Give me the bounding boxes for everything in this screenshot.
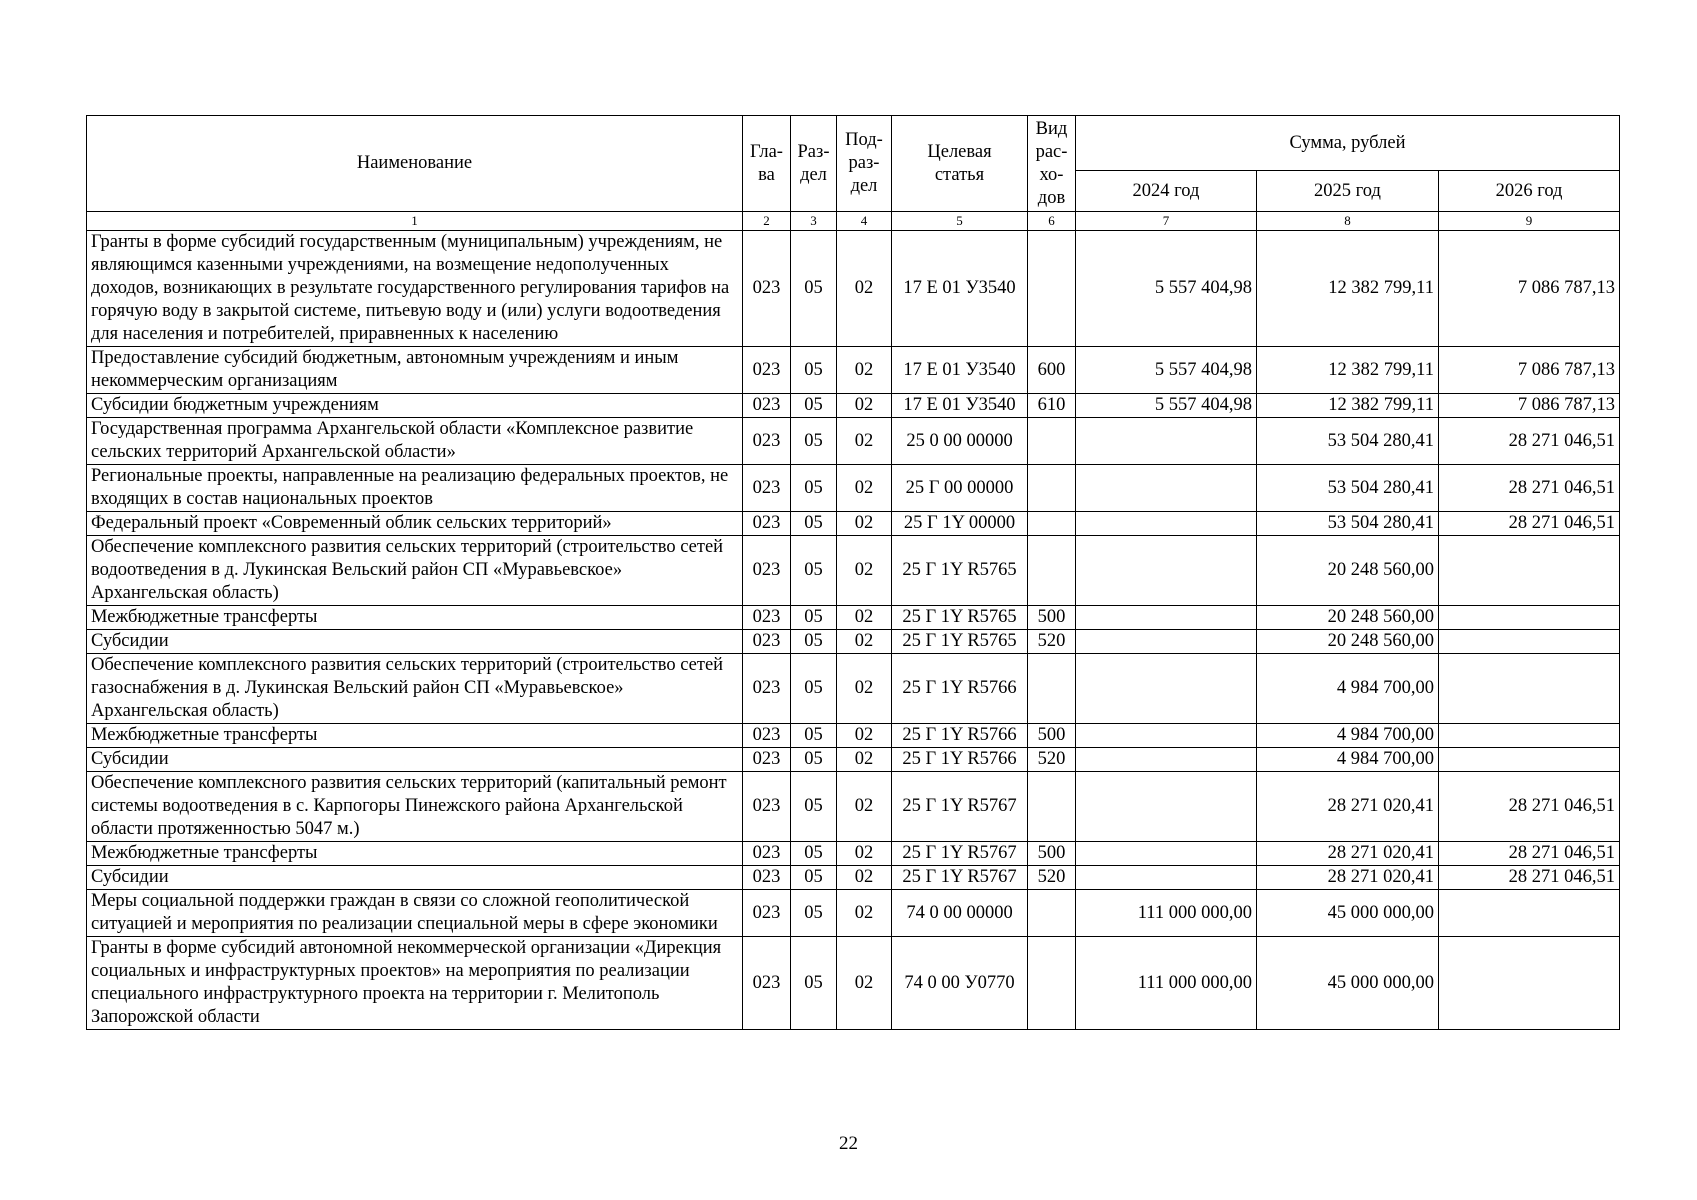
row-section: 05 bbox=[791, 606, 837, 630]
row-target: 25 0 00 00000 bbox=[892, 418, 1028, 465]
row-target: 25 Г 1Y R5765 bbox=[892, 536, 1028, 606]
row-expense-type: 610 bbox=[1028, 394, 1076, 418]
row-sum-2026: 28 271 046,51 bbox=[1439, 418, 1620, 465]
header-year-2024: 2024 год bbox=[1076, 171, 1257, 212]
row-name: Субсидии bbox=[87, 630, 743, 654]
row-subsection: 02 bbox=[837, 536, 892, 606]
row-name: Предоставление субсидий бюджетным, автономным учреждениям и иным некоммерческим организациям bbox=[87, 347, 743, 394]
table-row bbox=[87, 394, 1620, 418]
row-subsection: 02 bbox=[837, 418, 892, 465]
column-number: 7 bbox=[1076, 212, 1257, 231]
row-section: 05 bbox=[791, 512, 837, 536]
row-expense-type bbox=[1028, 231, 1076, 347]
row-sum-2024 bbox=[1076, 772, 1257, 842]
row-sum-2025: 4 984 700,00 bbox=[1257, 748, 1439, 772]
row-sum-2024: 5 557 404,98 bbox=[1076, 394, 1257, 418]
row-sum-2025: 20 248 560,00 bbox=[1257, 630, 1439, 654]
row-chapter: 023 bbox=[743, 866, 791, 890]
row-name: Меры социальной поддержки граждан в связи со сложной геополитической ситуацией и мероприятия по реализации специальной меры в сфере экономики bbox=[87, 890, 743, 937]
header-type: Вид рас- хо- дов bbox=[1028, 116, 1076, 212]
row-section: 05 bbox=[791, 347, 837, 394]
row-section: 05 bbox=[791, 465, 837, 512]
row-chapter: 023 bbox=[743, 536, 791, 606]
table-row bbox=[87, 512, 1620, 536]
row-name: Гранты в форме субсидий автономной некоммерческой организации «Дирекция социальных и инфраструктурных проектов» на мероприятия по реализации специального инфраструктурного проекта на территории г. Мелитополь Запорожской области bbox=[87, 937, 743, 1030]
row-name: Обеспечение комплексного развития сельских территорий (строительство сетей газоснабжения в д. Лукинская Вельский район СП «Муравьевское» Архангельская область) bbox=[87, 654, 743, 724]
row-sum-2024 bbox=[1076, 630, 1257, 654]
row-target: 17 Е 01 У3540 bbox=[892, 231, 1028, 347]
table-row bbox=[87, 890, 1620, 937]
table-row bbox=[87, 231, 1620, 347]
row-target: 74 0 00 00000 bbox=[892, 890, 1028, 937]
table-row bbox=[87, 606, 1620, 630]
row-chapter: 023 bbox=[743, 231, 791, 347]
row-section: 05 bbox=[791, 842, 837, 866]
row-sum-2025: 28 271 020,41 bbox=[1257, 842, 1439, 866]
row-target: 25 Г 1Y R5767 bbox=[892, 772, 1028, 842]
row-chapter: 023 bbox=[743, 394, 791, 418]
row-expense-type bbox=[1028, 465, 1076, 512]
row-target: 25 Г 00 00000 bbox=[892, 465, 1028, 512]
row-target: 25 Г 1Y R5765 bbox=[892, 606, 1028, 630]
row-name: Субсидии bbox=[87, 748, 743, 772]
row-subsection: 02 bbox=[837, 654, 892, 724]
row-section: 05 bbox=[791, 748, 837, 772]
row-chapter: 023 bbox=[743, 465, 791, 512]
row-sum-2025: 53 504 280,41 bbox=[1257, 418, 1439, 465]
row-name: Субсидии бюджетным учреждениям bbox=[87, 394, 743, 418]
row-sum-2026: 7 086 787,13 bbox=[1439, 231, 1620, 347]
row-name: Гранты в форме субсидий государственным (муниципальным) учреждениям, не являющимся казенными учреждениями, на возмещение недополученных доходов, возникающих в результате государственного регулирования тарифов на горячую воду в закрытой системе, питьевую воду и (или) услуги водоотведения для населения и потребителей, приравненных к населению bbox=[87, 231, 743, 347]
row-sum-2024: 111 000 000,00 bbox=[1076, 890, 1257, 937]
row-target: 17 Е 01 У3540 bbox=[892, 394, 1028, 418]
row-sum-2024 bbox=[1076, 866, 1257, 890]
row-subsection: 02 bbox=[837, 724, 892, 748]
row-chapter: 023 bbox=[743, 748, 791, 772]
column-number: 8 bbox=[1257, 212, 1439, 231]
row-expense-type: 500 bbox=[1028, 842, 1076, 866]
row-sum-2024 bbox=[1076, 536, 1257, 606]
budget-table bbox=[86, 115, 1620, 1030]
row-section: 05 bbox=[791, 536, 837, 606]
column-number: 3 bbox=[791, 212, 837, 231]
table-row bbox=[87, 536, 1620, 606]
row-section: 05 bbox=[791, 654, 837, 724]
row-expense-type bbox=[1028, 418, 1076, 465]
row-subsection: 02 bbox=[837, 842, 892, 866]
row-sum-2024 bbox=[1076, 512, 1257, 536]
row-name: Межбюджетные трансферты bbox=[87, 606, 743, 630]
row-sum-2026 bbox=[1439, 890, 1620, 937]
column-number: 9 bbox=[1439, 212, 1620, 231]
row-sum-2025: 20 248 560,00 bbox=[1257, 606, 1439, 630]
column-number: 2 bbox=[743, 212, 791, 231]
row-sum-2024 bbox=[1076, 606, 1257, 630]
row-section: 05 bbox=[791, 630, 837, 654]
header-target: Целевая статья bbox=[892, 116, 1028, 212]
header-row bbox=[87, 116, 1620, 171]
column-number: 5 bbox=[892, 212, 1028, 231]
row-sum-2026: 7 086 787,13 bbox=[1439, 394, 1620, 418]
header-subsection: Под- раз- дел bbox=[837, 116, 892, 212]
row-section: 05 bbox=[791, 937, 837, 1030]
row-subsection: 02 bbox=[837, 630, 892, 654]
table-row bbox=[87, 724, 1620, 748]
row-chapter: 023 bbox=[743, 724, 791, 748]
row-sum-2024: 111 000 000,00 bbox=[1076, 937, 1257, 1030]
row-sum-2025: 12 382 799,11 bbox=[1257, 394, 1439, 418]
column-number: 4 bbox=[837, 212, 892, 231]
row-sum-2025: 53 504 280,41 bbox=[1257, 512, 1439, 536]
row-subsection: 02 bbox=[837, 866, 892, 890]
row-subsection: 02 bbox=[837, 606, 892, 630]
row-subsection: 02 bbox=[837, 512, 892, 536]
row-name: Субсидии bbox=[87, 866, 743, 890]
row-chapter: 023 bbox=[743, 842, 791, 866]
row-expense-type: 520 bbox=[1028, 748, 1076, 772]
row-target: 17 Е 01 У3540 bbox=[892, 347, 1028, 394]
row-sum-2024 bbox=[1076, 418, 1257, 465]
table-row bbox=[87, 630, 1620, 654]
row-chapter: 023 bbox=[743, 606, 791, 630]
row-target: 25 Г 1Y R5766 bbox=[892, 654, 1028, 724]
table-row bbox=[87, 937, 1620, 1030]
row-sum-2026 bbox=[1439, 654, 1620, 724]
row-sum-2026: 28 271 046,51 bbox=[1439, 465, 1620, 512]
row-sum-2024 bbox=[1076, 654, 1257, 724]
row-subsection: 02 bbox=[837, 394, 892, 418]
table-row bbox=[87, 772, 1620, 842]
row-expense-type bbox=[1028, 536, 1076, 606]
row-target: 25 Г 1Y R5766 bbox=[892, 724, 1028, 748]
row-name: Обеспечение комплексного развития сельских территорий (строительство сетей водоотведения в д. Лукинская Вельский район СП «Муравьевское» Архангельская область) bbox=[87, 536, 743, 606]
row-section: 05 bbox=[791, 724, 837, 748]
row-name: Обеспечение комплексного развития сельских территорий (капитальный ремонт системы водоотведения в с. Карпогоры Пинежского района Архангельской области протяженностью 5047 м.) bbox=[87, 772, 743, 842]
row-target: 74 0 00 У0770 bbox=[892, 937, 1028, 1030]
row-expense-type bbox=[1028, 772, 1076, 842]
row-sum-2026: 28 271 046,51 bbox=[1439, 772, 1620, 842]
row-sum-2024: 5 557 404,98 bbox=[1076, 347, 1257, 394]
row-expense-type: 500 bbox=[1028, 724, 1076, 748]
table-body bbox=[87, 231, 1620, 1030]
row-sum-2026 bbox=[1439, 606, 1620, 630]
row-subsection: 02 bbox=[837, 890, 892, 937]
row-sum-2024 bbox=[1076, 748, 1257, 772]
row-target: 25 Г 1Y R5767 bbox=[892, 866, 1028, 890]
row-section: 05 bbox=[791, 418, 837, 465]
row-chapter: 023 bbox=[743, 630, 791, 654]
row-target: 25 Г 1Y R5766 bbox=[892, 748, 1028, 772]
header-section: Раз- дел bbox=[791, 116, 837, 212]
row-sum-2024: 5 557 404,98 bbox=[1076, 231, 1257, 347]
row-chapter: 023 bbox=[743, 654, 791, 724]
row-target: 25 Г 1Y R5767 bbox=[892, 842, 1028, 866]
row-sum-2026 bbox=[1439, 748, 1620, 772]
row-name: Государственная программа Архангельской области «Комплексное развитие сельских территорий Архангельской области» bbox=[87, 418, 743, 465]
row-sum-2026 bbox=[1439, 937, 1620, 1030]
row-name: Региональные проекты, направленные на реализацию федеральных проектов, не входящих в состав национальных проектов bbox=[87, 465, 743, 512]
column-number: 6 bbox=[1028, 212, 1076, 231]
row-expense-type bbox=[1028, 512, 1076, 536]
row-subsection: 02 bbox=[837, 937, 892, 1030]
column-numbers-row bbox=[87, 212, 1620, 231]
row-subsection: 02 bbox=[837, 231, 892, 347]
row-section: 05 bbox=[791, 866, 837, 890]
row-chapter: 023 bbox=[743, 890, 791, 937]
header-sum: Сумма, рублей bbox=[1076, 116, 1620, 171]
row-sum-2025: 4 984 700,00 bbox=[1257, 654, 1439, 724]
row-sum-2026: 28 271 046,51 bbox=[1439, 866, 1620, 890]
row-sum-2025: 45 000 000,00 bbox=[1257, 890, 1439, 937]
row-section: 05 bbox=[791, 394, 837, 418]
table-row bbox=[87, 654, 1620, 724]
row-target: 25 Г 1Y R5765 bbox=[892, 630, 1028, 654]
row-sum-2025: 28 271 020,41 bbox=[1257, 866, 1439, 890]
row-chapter: 023 bbox=[743, 418, 791, 465]
row-expense-type bbox=[1028, 654, 1076, 724]
row-sum-2024 bbox=[1076, 724, 1257, 748]
row-subsection: 02 bbox=[837, 748, 892, 772]
row-expense-type: 600 bbox=[1028, 347, 1076, 394]
row-target: 25 Г 1Y 00000 bbox=[892, 512, 1028, 536]
row-sum-2026 bbox=[1439, 536, 1620, 606]
row-subsection: 02 bbox=[837, 347, 892, 394]
row-sum-2024 bbox=[1076, 465, 1257, 512]
table-row bbox=[87, 347, 1620, 394]
header-name: Наименование bbox=[87, 116, 743, 212]
page-number: 22 bbox=[839, 1133, 858, 1154]
header-year-2026: 2026 год bbox=[1439, 171, 1620, 212]
row-name: Межбюджетные трансферты bbox=[87, 724, 743, 748]
row-sum-2025: 20 248 560,00 bbox=[1257, 536, 1439, 606]
row-name: Межбюджетные трансферты bbox=[87, 842, 743, 866]
row-sum-2025: 12 382 799,11 bbox=[1257, 231, 1439, 347]
row-sum-2025: 45 000 000,00 bbox=[1257, 937, 1439, 1030]
table-row bbox=[87, 866, 1620, 890]
row-section: 05 bbox=[791, 890, 837, 937]
table-row bbox=[87, 465, 1620, 512]
table-row bbox=[87, 418, 1620, 465]
row-subsection: 02 bbox=[837, 772, 892, 842]
table-row bbox=[87, 842, 1620, 866]
row-sum-2026: 28 271 046,51 bbox=[1439, 512, 1620, 536]
column-number: 1 bbox=[87, 212, 743, 231]
row-sum-2025: 4 984 700,00 bbox=[1257, 724, 1439, 748]
row-chapter: 023 bbox=[743, 772, 791, 842]
row-chapter: 023 bbox=[743, 512, 791, 536]
row-expense-type: 500 bbox=[1028, 606, 1076, 630]
row-expense-type bbox=[1028, 937, 1076, 1030]
row-subsection: 02 bbox=[837, 465, 892, 512]
row-sum-2025: 12 382 799,11 bbox=[1257, 347, 1439, 394]
row-expense-type bbox=[1028, 890, 1076, 937]
row-name: Федеральный проект «Современный облик сельских территорий» bbox=[87, 512, 743, 536]
row-section: 05 bbox=[791, 772, 837, 842]
table-row bbox=[87, 748, 1620, 772]
header-chapter: Гла- ва bbox=[743, 116, 791, 212]
row-sum-2026 bbox=[1439, 724, 1620, 748]
row-sum-2025: 53 504 280,41 bbox=[1257, 465, 1439, 512]
row-sum-2026: 28 271 046,51 bbox=[1439, 842, 1620, 866]
row-sum-2026: 7 086 787,13 bbox=[1439, 347, 1620, 394]
row-section: 05 bbox=[791, 231, 837, 347]
header-year-2025: 2025 год bbox=[1257, 171, 1439, 212]
row-chapter: 023 bbox=[743, 937, 791, 1030]
row-chapter: 023 bbox=[743, 347, 791, 394]
row-sum-2026 bbox=[1439, 630, 1620, 654]
row-sum-2025: 28 271 020,41 bbox=[1257, 772, 1439, 842]
row-expense-type: 520 bbox=[1028, 630, 1076, 654]
row-expense-type: 520 bbox=[1028, 866, 1076, 890]
row-sum-2024 bbox=[1076, 842, 1257, 866]
